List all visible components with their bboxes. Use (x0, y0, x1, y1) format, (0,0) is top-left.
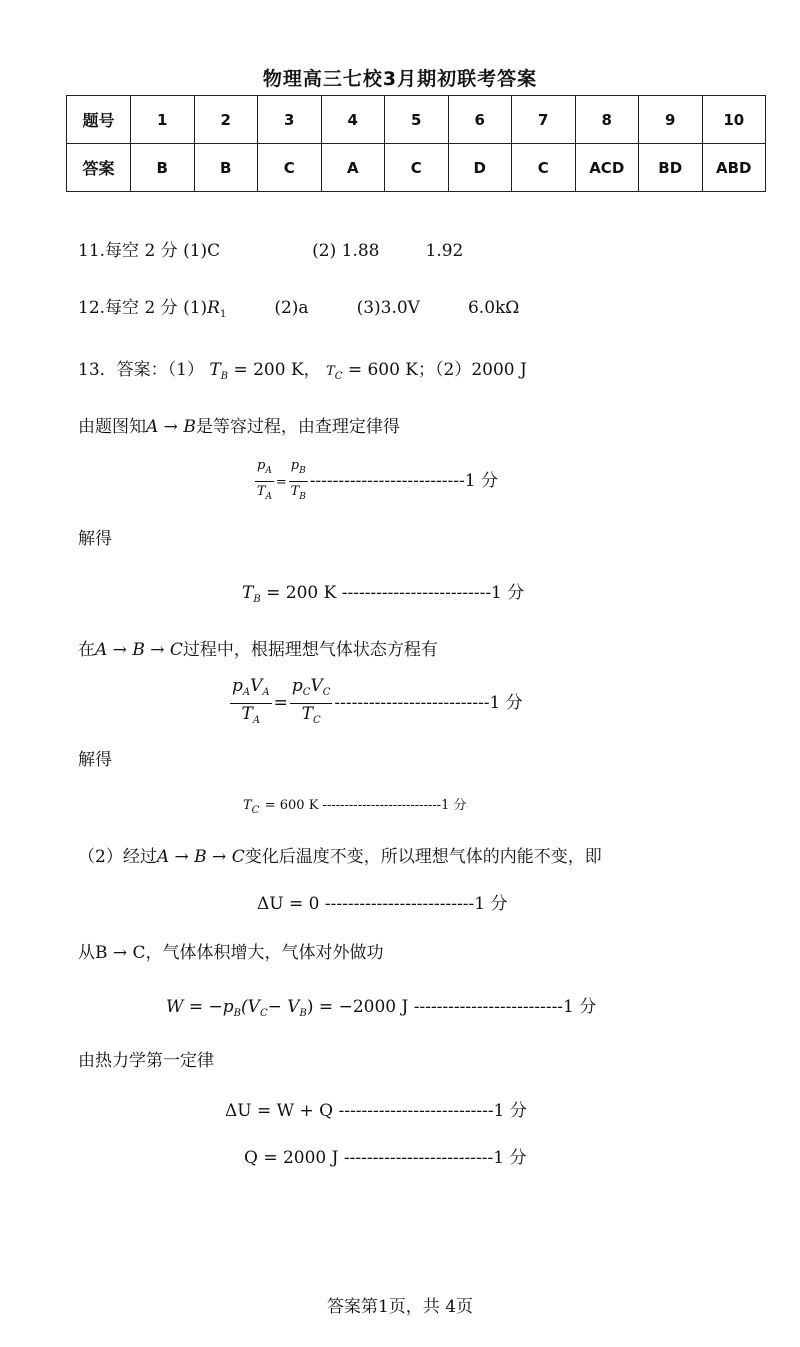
q13-answer-line: 13．答案：（1） $T_B = 200$ K， $T_C = 600$ K；（2）2000 J (78, 360, 527, 382)
equation-work: $W = -p_B(V_C- V_B) = -2000$ J --------------------------1 分 (166, 997, 597, 1019)
q13-line-5: 由热力学第一定律 (78, 1051, 214, 1071)
table-cell: 5 (385, 96, 449, 144)
table-cell: 7 (512, 96, 576, 144)
q11-line: 11.每空 2 分 (1)C (2) 1.88 1.92 (78, 241, 464, 261)
table-cell: 1 (131, 96, 195, 144)
table-cell: D (448, 144, 512, 192)
table-row (67, 96, 766, 144)
table-cell: C (385, 144, 449, 192)
table-cell: 9 (639, 96, 703, 144)
equation-charles-law: $\frac{p_A}{T_A}$ = $\frac{p_B}{T_B}$ ---------------------------1 分 (256, 458, 498, 502)
row-header-answer: 答案 (67, 144, 131, 192)
equation-first-law: ΔU = W + Q ---------------------------1 分 (225, 1101, 527, 1121)
equation-q: Q = 2000 J --------------------------1 分 (244, 1148, 527, 1168)
table-cell: ABD (702, 144, 766, 192)
table-cell: B (131, 144, 195, 192)
table-cell: 8 (575, 96, 639, 144)
jiede-label-1: 解得 (78, 529, 112, 549)
jiede-label-2: 解得 (78, 750, 112, 770)
q13-line-1: 由题图知A → B是等容过程，由查理定律得 (78, 417, 400, 437)
table-cell: 2 (194, 96, 258, 144)
table-cell: 4 (321, 96, 385, 144)
table-cell: 6 (448, 96, 512, 144)
table-cell: 10 (702, 96, 766, 144)
table-cell: A (321, 144, 385, 192)
table-cell: ACD (575, 144, 639, 192)
table-cell: BD (639, 144, 703, 192)
table-cell: 3 (258, 96, 322, 144)
page-title: 物理高三七校3月期初联考答案 (262, 68, 538, 90)
table-cell: B (194, 144, 258, 192)
answer-table (66, 95, 766, 192)
table-row (67, 144, 766, 192)
table-cell: C (512, 144, 576, 192)
q13-line-3: （2）经过A → B → C变化后温度不变，所以理想气体的内能不变，即 (78, 847, 602, 867)
page-footer: 答案第1页，共 4页 (326, 1297, 474, 1317)
row-header-number: 题号 (67, 96, 131, 144)
q13-line-2: 在A → B → C过程中，根据理想气体状态方程有 (78, 640, 438, 660)
equation-tb: $T_B = 200$ K --------------------------1 分 (242, 583, 525, 605)
q12-line: 12.每空 2 分 $(1)R_1$ (2)a (3)3.0V 6.0kΩ (78, 298, 520, 320)
equation-ideal-gas: $\frac{p_AV_A}{T_A}$ = $\frac{p_CV_C}{T_C}$ ---------------------------1 分 (232, 676, 523, 726)
equation-tc: $T_C = 600$ K ---------------------------1 分 (243, 798, 467, 816)
q13-line-4: 从B → C，气体体积增大，气体对外做功 (78, 943, 384, 963)
equation-delta-u-zero: ΔU = 0 --------------------------1 分 (257, 894, 508, 914)
table-cell: C (258, 144, 322, 192)
